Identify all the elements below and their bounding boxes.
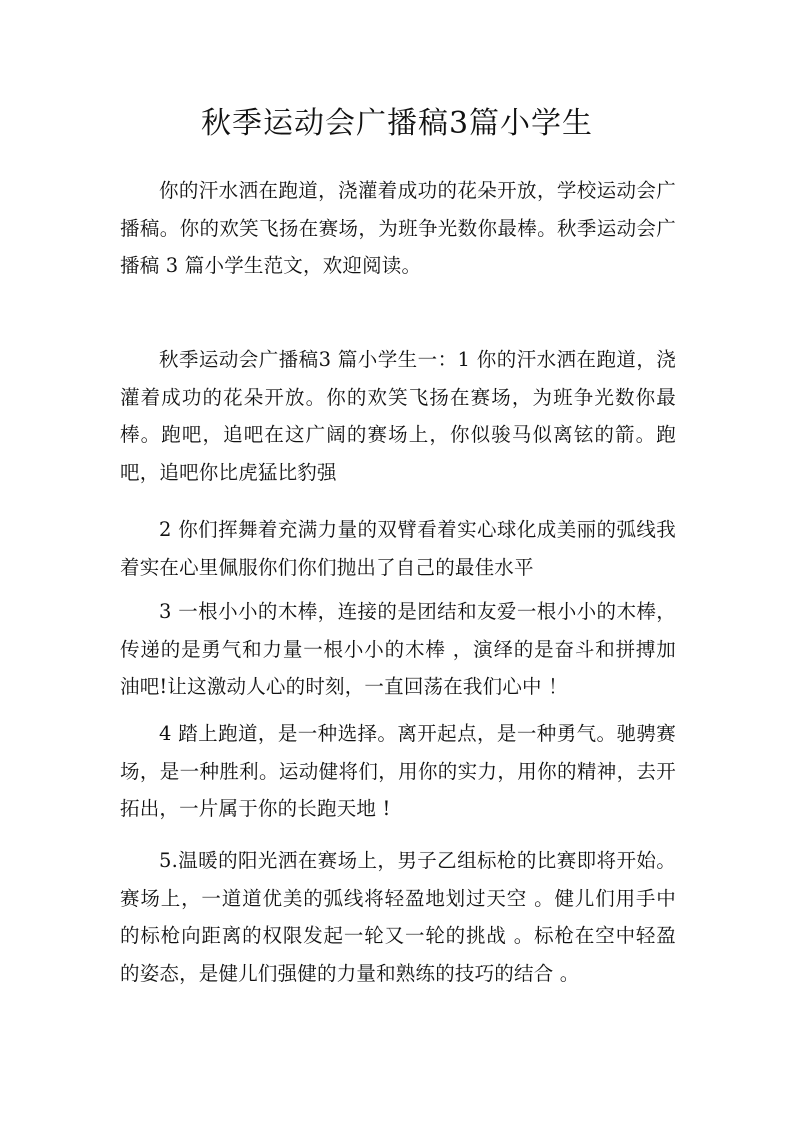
document-title: 秋季运动会广播稿3篇小学生	[200, 106, 594, 141]
paragraph-5: 5.温暖的阳光洒在赛场上，男子乙组标枪的比赛即将开始。赛场上，一道道优美的弧线将轻盈地划过天空 。健儿们用手中的标枪向距离的权限发起一轮又一轮的挑战 。标枪在空中轻盈的姿态，是健儿们强健的力量和熟练的技巧的结合 。	[120, 849, 676, 985]
paragraph-4: 4 踏上跑道，是一种选择。离开起点，是一种勇气。驰骋赛场，是一种胜利。运动健将们，用你的实力，用你的精神，去开拓出，一片属于你的长跑天地 !	[120, 722, 676, 820]
paragraph-3: 3 一根小小的木棒，连接的是团结和友爱一根小小的木棒，传递的是勇气和力量一根小小的木棒 ，演绎的是奋斗和拼搏加油吧!让这激动人心的时刻，一直回荡在我们心中 ！	[120, 600, 676, 698]
paragraph-2: 2 你们挥舞着充满力量的双臂看着实心球化成美丽的弧线我着实在心里佩服你们你们抛出了自己的最佳水平	[120, 518, 676, 579]
intro-paragraph: 你的汗水洒在跑道，浇灌着成功的花朵开放，学校运动会广播稿。你的欢笑飞扬在赛场，为班争光数你最棒。秋季运动会广播稿 3 篇小学生范文，欢迎阅读。	[120, 179, 676, 277]
paragraph-1: 秋季运动会广播稿3 篇小学生一：1 你的汗水洒在跑道，浇灌着成功的花朵开放。你的欢笑飞扬在赛场，为班争光数你最棒。跑吧，追吧在这广阔的赛场上，你似骏马似离铉的箭。跑吧，追吧你比虎猛比豹强	[120, 348, 676, 484]
